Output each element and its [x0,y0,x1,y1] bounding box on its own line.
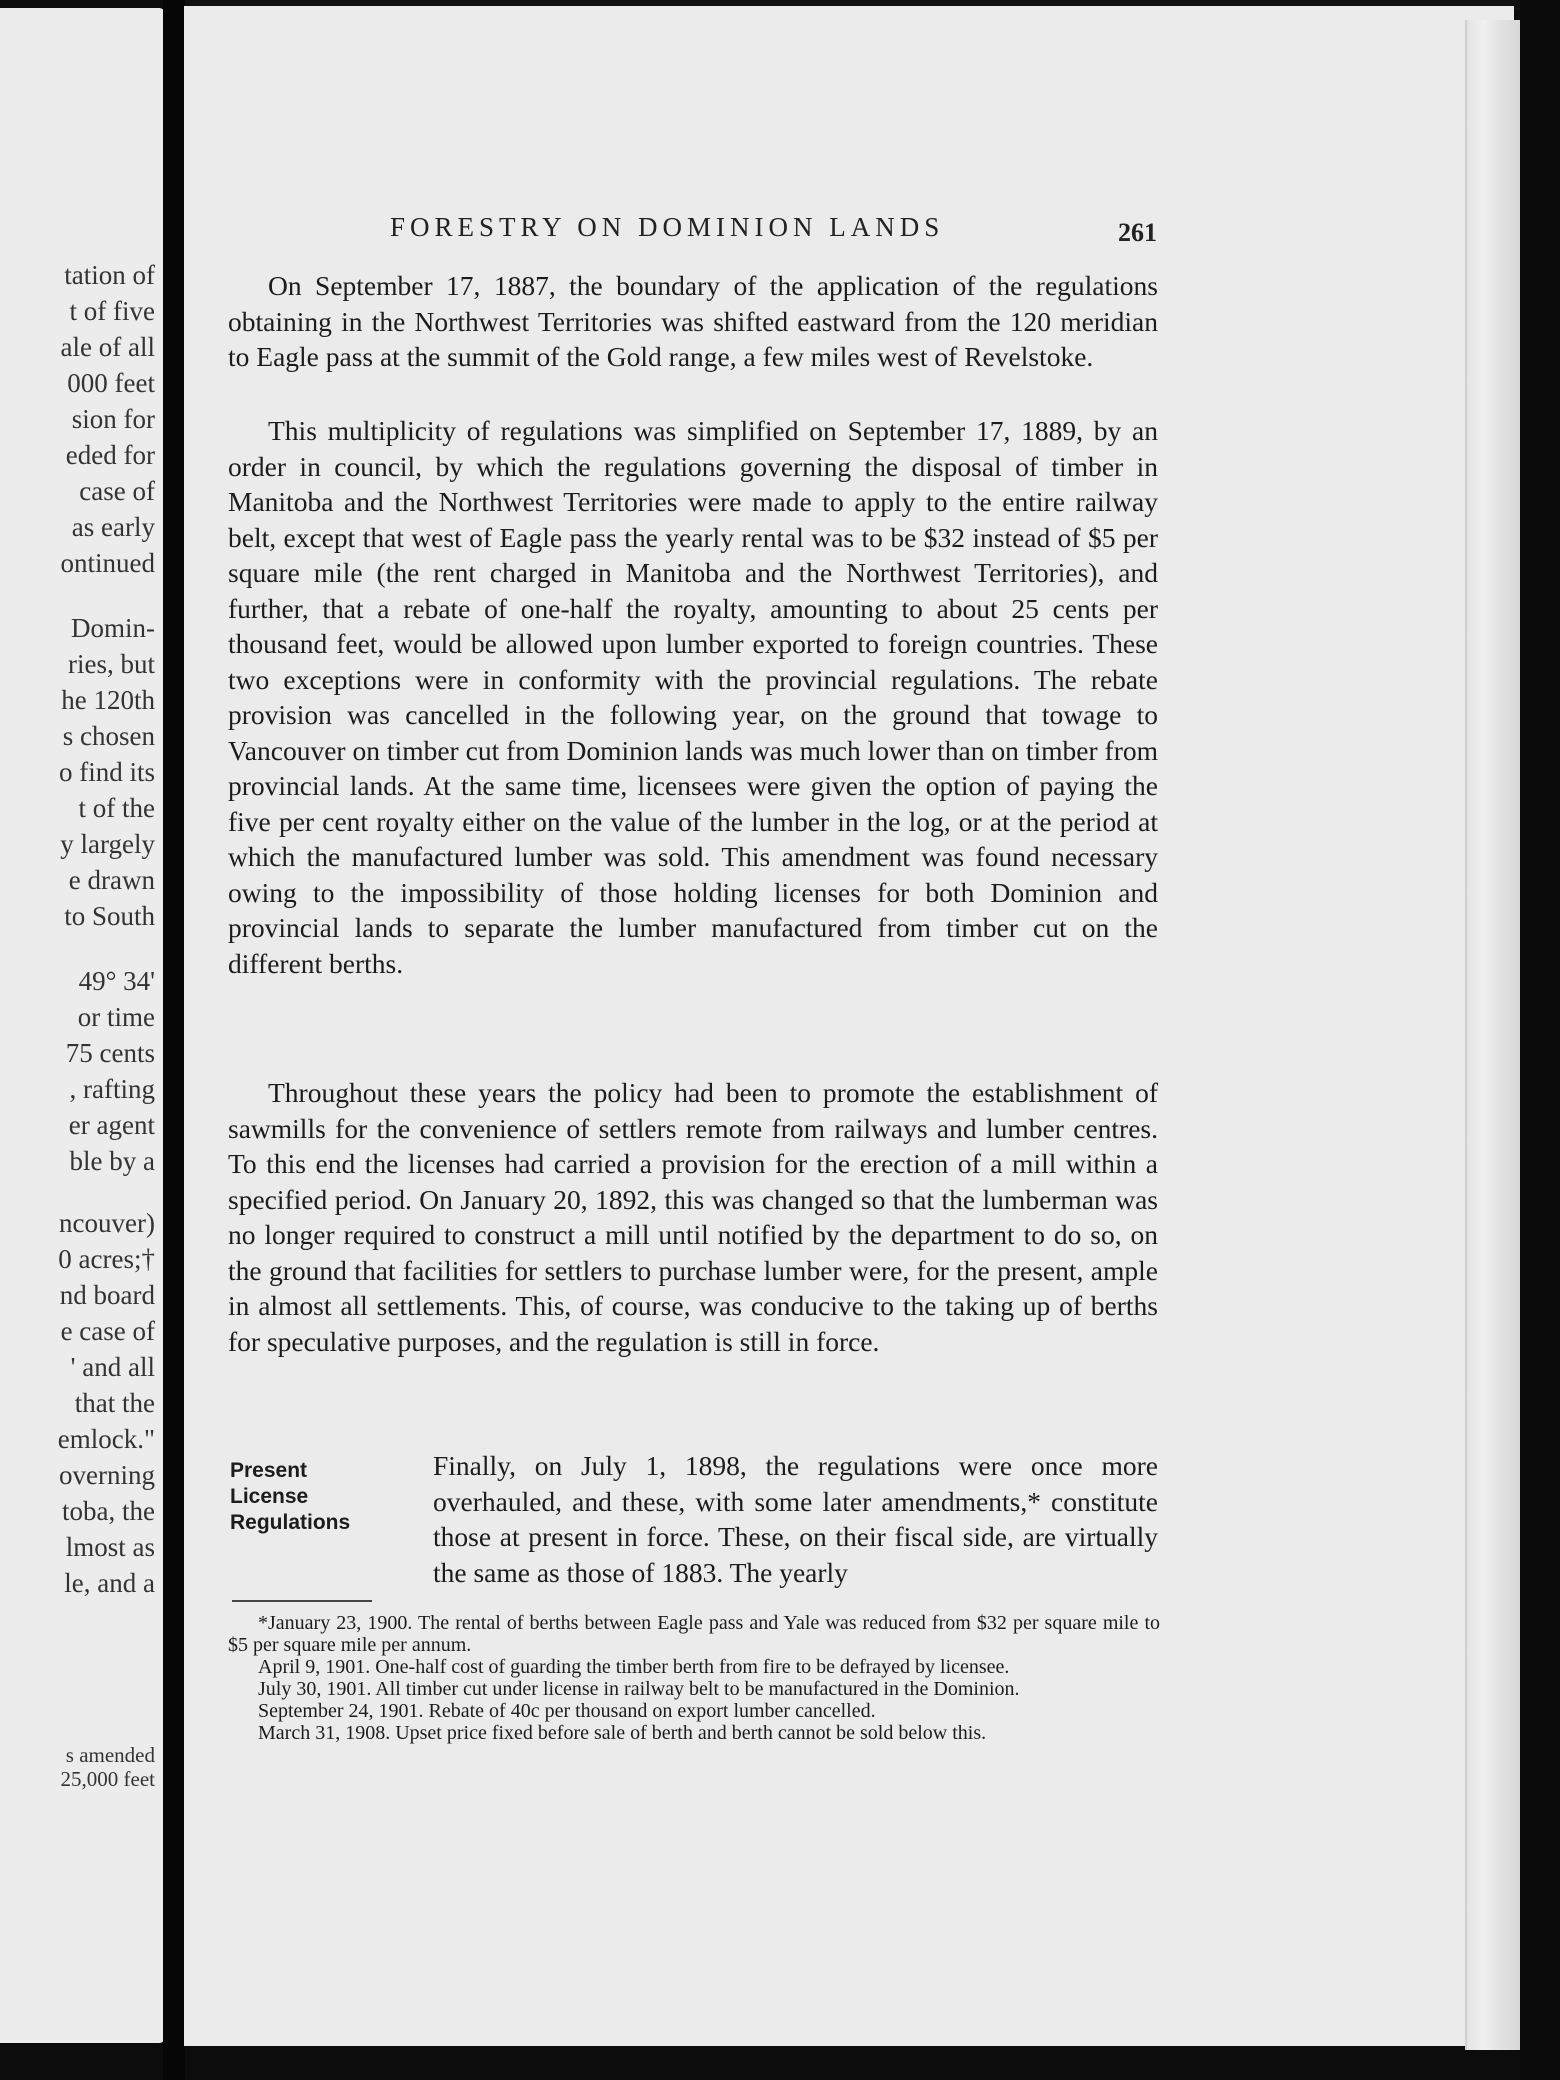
page-number: 261 [1118,218,1157,247]
left-page-line: , rafting [69,1074,155,1104]
left-page-line: sion for [71,404,155,434]
footnote-5: March 31, 1908. Upset price fixed before sale of berth and berth cannot be sold below this. [258,1722,987,1744]
left-page-line: lmost as [65,1532,155,1562]
left-page-line: 000 feet [67,368,155,398]
left-page-line: tation of [64,260,155,290]
running-header: FORESTRY ON DOMINION LANDS [390,212,945,242]
paragraph-4 [228,1448,1158,1590]
left-page-line: ' and all [70,1352,155,1382]
left-page-line: e drawn [68,865,155,895]
left-page-line: ries, but [68,649,155,679]
footnote-rule [232,1600,372,1602]
paragraph-1-text: On September 17, 1887, the boundary of the application of the regulations obtaining in the Northwest Territories was shifted eastward from the 120 meridian to Eagle pass at the summit of the Gold range, a few miles west of Revelstoke. [228,270,1158,372]
left-page-line: 0 acres;† [58,1244,155,1274]
footnote-2: April 9, 1901. One-half cost of guarding the timber berth from fire to be defrayed by licensee. [258,1656,1010,1678]
left-page-line: y largely [60,829,155,859]
book-spine [163,0,185,2080]
left-page-line: ble by a [69,1146,155,1176]
left-page-line: ontinued [60,548,155,578]
left-page-line: ncouver) [59,1208,155,1238]
left-page-line: as early [71,512,155,542]
paragraph-1 [228,268,1158,375]
left-page-line: eded for [65,440,155,470]
left-page-line: case of [79,476,155,506]
page-edge-stack [1465,20,1522,2050]
left-page-footnote-line: s amended [65,1743,155,1767]
left-page-line: 75 cents [65,1038,155,1068]
left-page-line: er agent [68,1110,155,1140]
left-page-footnote-line: 25,000 feet [60,1767,155,1791]
side-heading: Present License Regulations [230,1459,351,1534]
paragraph-2-text: This multiplicity of regulations was simplified on September 17, 1889, by an order in council, by which the regulations governing the disposal of timber in Manitoba and the Northwest Territories were made to apply to the entire railway belt, except that west of Eagle pass the yearly rental was to be $32 instead of $5 per square mile (the rent charged in Manitoba and the Northwest Territories), and further, that a rebate of one-half the royalty, amounting to about 25 cents per thousand feet, would be allowed upon lumber exported to foreign countries. These two exceptions were in conformity with the provincial regulations. The rebate provision was cancelled in the following year, on the ground that towage to Vancouver on timber cut from Dominion lands was much lower than on timber from provincial lands. At the same time, licensees were given the option of paying the five per cent royalty either on the value of the lumber in the log, or at the period at which the manufactured lumber was sold. This amendment was found necessary owing to the impossibility of those holding licenses for both Dominion and provincial lands to separate the lumber manufactured from timber cut on the different berths. [228,415,1158,979]
left-page-line: e case of [60,1316,155,1346]
left-page-line: s chosen [62,721,155,751]
left-page-line: t of the [78,793,155,823]
paragraph-4-text: Finally, on July 1, 1898, the regulations were once more overhauled, and these, with some later amendments,* constitute those at present in force. These, on their fiscal side, are virtually the same as those of 1883. The yearly [433,1450,1158,1588]
footnote-1: *January 23, 1900. The rental of berths between Eagle pass and Yale was reduced from $32 per square mile to $5 per square mile per annum. [228,1612,1160,1656]
left-page-line: or time [77,1002,155,1032]
left-page-line: overning [59,1460,155,1490]
left-page-line: toba, the [62,1496,155,1526]
footnotes [228,1612,1160,1744]
right-shadow [1520,0,1560,2080]
left-page-line: ale of all [60,332,155,362]
left-page-line: t of five [69,296,155,326]
left-page-line: that the [74,1388,155,1418]
left-page-line: he 120th [61,685,155,715]
paragraph-3 [228,1075,1158,1359]
left-page-line: to South [64,901,155,931]
paragraph-3-text: Throughout these years the policy had been to promote the establishment of sawmills for the convenience of settlers remote from railways and lumber centres. To this end the licenses had carried a provision for the erection of a mill within a specified period. On January 20, 1892, this was changed so that the lumberman was no longer required to construct a mill until notified by the department to do so, on the ground that facilities for settlers to purchase lumber were, for the present, ample in almost all settlements. This, of course, was conducive to the taking up of berths for speculative purposes, and the regulation is still in force. [228,1077,1158,1357]
footnote-3: July 30, 1901. All timber cut under license in railway belt to be manufactured in the Dominion. [258,1678,1020,1700]
left-page-line: Domin- [71,613,155,643]
left-page-line: emlock." [57,1424,155,1454]
footnote-4: September 24, 1901. Rebate of 40c per thousand on export lumber cancelled. [258,1700,876,1722]
left-page-line: o find its [58,757,155,787]
left-page-line: le, and a [64,1568,155,1598]
left-page [0,8,165,2043]
left-page-line: 49° 34' [78,966,155,996]
paragraph-2 [228,413,1158,981]
left-page-line: nd board [59,1280,155,1310]
